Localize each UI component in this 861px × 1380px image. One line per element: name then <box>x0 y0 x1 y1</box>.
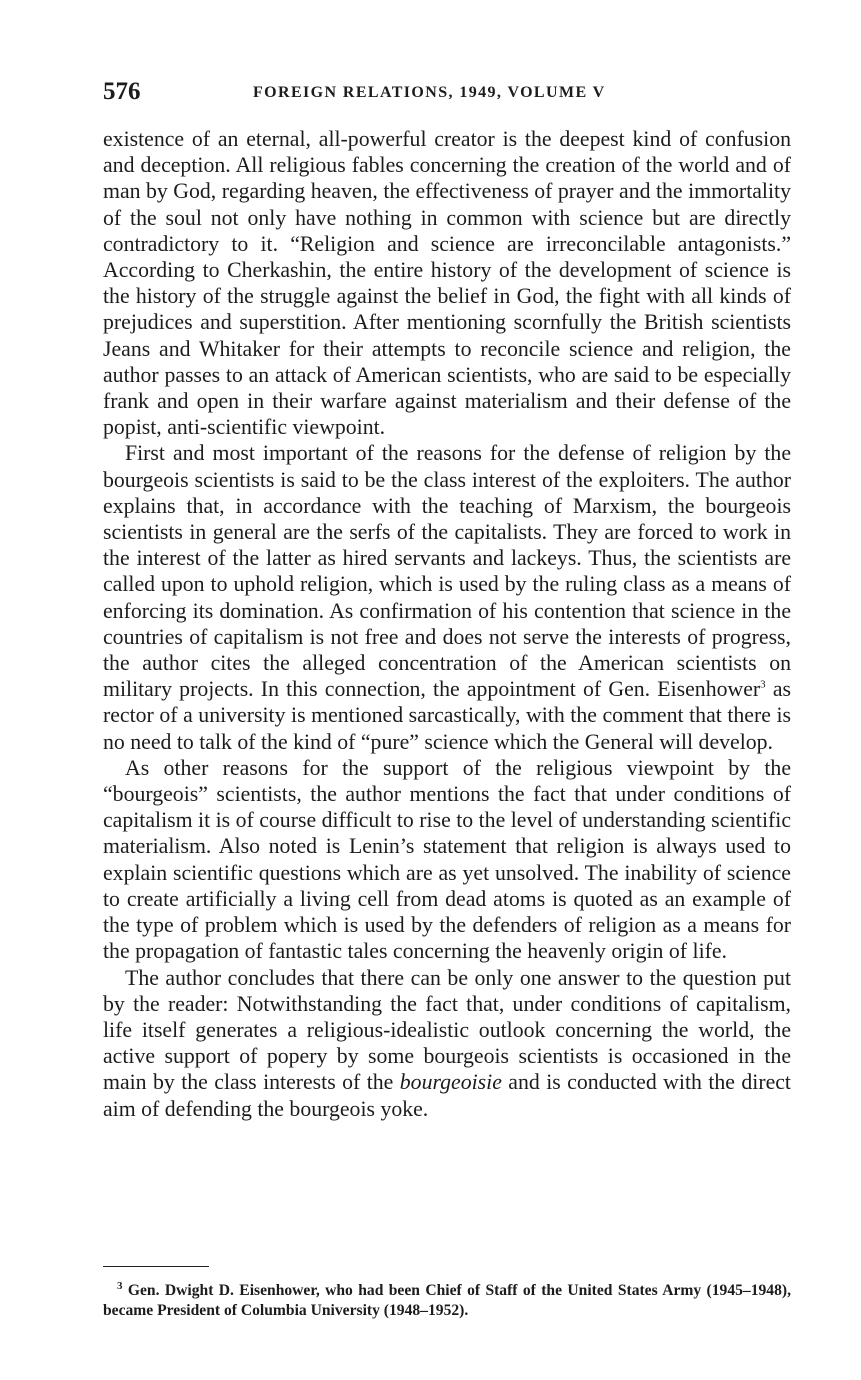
footnote-divider <box>103 1266 209 1267</box>
paragraph-text: and is conducted with the direct aim of defending the bourgeois yoke. <box>103 1070 791 1121</box>
paragraph-text: as rector of a university is mentioned sarcastically, with the comment that there is no need to talk of the kind of “pure” science which the General will develop. <box>103 677 792 754</box>
running-title: FOREIGN RELATIONS, 1949, VOLUME V <box>253 84 606 101</box>
paragraph-other-reasons: As other reasons for the support of the religious viewpoint by the “bourgeois” scientists, the author mentions the fact that under conditions of capitalism it is of course difficult to rise to the level of understanding scientific materialism. Also noted is Lenin’s statement that religion is always used to explain scientific questions which are as yet unsolved. The inability of science to create artificially a living cell from dead atoms is quoted as an example of the type of problem which is used by the defenders of religion as a means for the propagation of fantastic tales concerning the heavenly origin of life. <box>103 755 791 964</box>
footnote-reference: 3 <box>760 679 766 691</box>
footnote-text: Gen. Dwight D. Eisenhower, who had been Chief of Staff of the United States Army (1945–1948), became President of Columbia University (1948–1952). <box>103 1282 791 1319</box>
italic-term: bourgeoisie <box>399 1070 502 1095</box>
paragraph-text: The author concludes that there can be only one answer to the question put by the reader: Notwithstanding the fact that, under conditions of capitalism, life itself generates a religious-idealistic outlook concerning the world, the active support of popery by some bourgeois scientists is occasioned in the main by the class interests of the <box>103 965 791 1095</box>
paragraph-text: First and most important of the reasons for the defense of religion by the bourgeois scientists is said to be the class interest of the exploiters. The author explains that, in accordance with the teaching of Marxism, the bourgeois scientists in general are the serfs of the capitalists. They are forced to work in the interest of the latter as hired servants and lackeys. Thus, the scientists are called upon to uphold religion, which is used by the ruling class as a means of enforcing its domination. As confirmation of his contention that science in the countries of capitalism is not free and does not serve the interests of progress, the author cites the alleged concentration of the American scientists on military projects. In this connection, the appointment of Gen. Eisenhower <box>103 441 791 702</box>
page-number: 576 <box>103 78 141 105</box>
page-header <box>103 78 793 106</box>
paragraph-conclusion <box>103 965 791 1122</box>
paragraph-reasons <box>103 440 791 754</box>
paragraph-continuation: existence of an eternal, all-powerful creator is the deepest kind of confusion and deception. All religious fables concerning the creation of the world and of man by God, regarding heaven, the effectiveness of prayer and the immortality of the soul not only have nothing in common with science but are directly contradictory to it. “Religion and science are irreconcilable antagonists.” According to Cherkashin, the entire history of the development of science is the history of the struggle against the belief in God, the fight with all kinds of prejudices and superstition. After mentioning scornfully the British scientists Jeans and Whitaker for their attempts to reconcile science and religion, the author passes to an attack of American scientists, who are said to be especially frank and open in their warfare against materialism and their defense of the popist, anti-scientific viewpoint. <box>103 127 791 440</box>
footnote-marker: 3 <box>117 1279 123 1292</box>
footnote <box>103 1281 791 1321</box>
body-text <box>103 126 791 1122</box>
